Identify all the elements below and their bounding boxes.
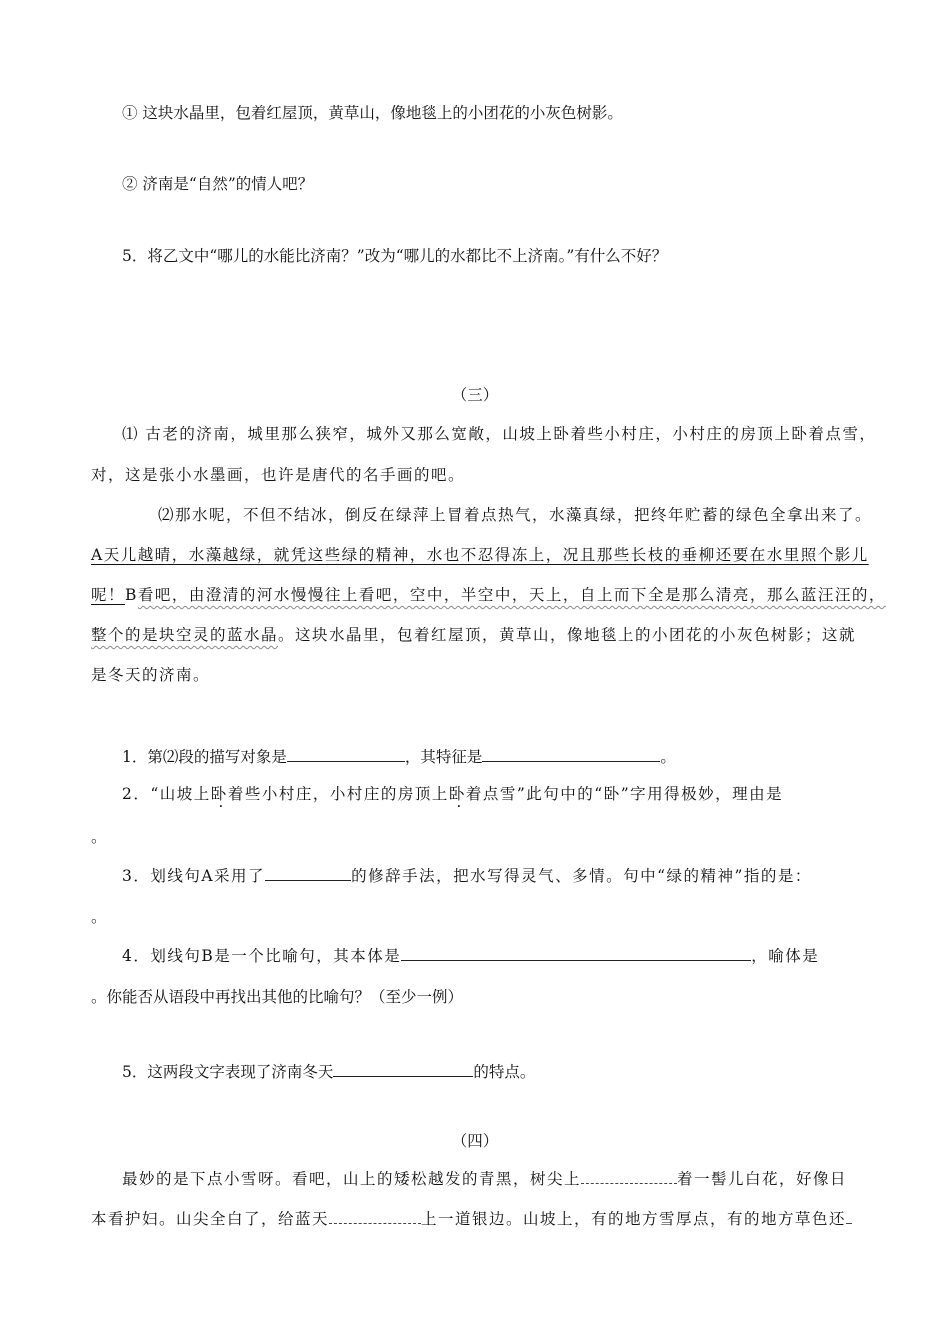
q5-text-a: 5．这两段文字表现了济南冬天 bbox=[122, 1063, 334, 1081]
sec3-p2-line4 bbox=[91, 624, 856, 646]
wavy-sentence-b-end: 整个的是块空灵的蓝水晶 bbox=[91, 626, 279, 644]
sec4-line2-a: 本看护妇。山尖全白了，给蓝天 bbox=[91, 1210, 330, 1228]
q1-answer-blank-2[interactable] bbox=[482, 745, 660, 762]
q3-end-mark: 。 bbox=[91, 908, 107, 926]
q1-text-a: 1．第⑵段的描写对象是 bbox=[122, 748, 287, 766]
sec3-question-4 bbox=[122, 944, 819, 967]
sec3-p2-line1: ⑵那水呢，不但不结冰，倒反在绿萍上冒着点热气，水藻真绿，把终年贮蓄的绿色全拿出来了。 bbox=[158, 506, 873, 524]
sec3-question-2 bbox=[122, 783, 783, 805]
q4-text-a: 4．划线句B是一个比喻句，其本体是 bbox=[122, 947, 402, 965]
sec3-question-4-line2: 。你能否从语段中再找出其他的比喻句？（至少一例） bbox=[91, 988, 464, 1006]
sec4-line2-b: 上一道银边。山坡上，有的地方雪厚点，有的地方草色还 bbox=[421, 1210, 847, 1228]
sec3-p2-line5: 是冬天的济南。 bbox=[91, 666, 211, 684]
section-4-title: （四） bbox=[451, 1132, 499, 1150]
wavy-sentence-b: 看吧，由澄清的河水慢慢往上看吧，空中，半空中，天上，自上而下全是那么清亮，那么蓝汪汪的， bbox=[137, 586, 886, 604]
q2-text-a: 2．“山坡上 bbox=[122, 785, 211, 803]
q2-text-c: 着点雪”此句中的“卧”字用得极妙，理由是 bbox=[465, 785, 784, 803]
sec4-blank-1[interactable] bbox=[581, 1167, 677, 1184]
q3-text-a: 3．划线句A采用了 bbox=[122, 867, 266, 885]
q3-answer-blank[interactable] bbox=[265, 864, 351, 881]
q2-text-b: 着些小村庄，小村庄的房顶上 bbox=[227, 785, 449, 803]
q2-end-mark: 。 bbox=[91, 828, 107, 846]
prev-question-5: 5．将乙文中“哪儿的水能比济南？”改为“哪儿的水都比不上济南。”有什么不好？ bbox=[122, 247, 668, 265]
sentence-b-label: B bbox=[125, 586, 138, 604]
sec3-p1-line2: 对，这是张小水墨画，也许是唐代的名手画的吧。 bbox=[91, 466, 466, 484]
q5-answer-blank[interactable] bbox=[333, 1060, 473, 1077]
sec3-question-3 bbox=[122, 864, 812, 887]
sec3-p2-line3 bbox=[91, 584, 886, 606]
sec4-line1-b: 着一髻儿白花，好像日 bbox=[677, 1170, 848, 1188]
prev-item-1: ① 这块水晶里，包着红屋顶，黄草山，像地毯上的小团花的小灰色树影。 bbox=[122, 104, 623, 122]
sec4-line2 bbox=[91, 1207, 852, 1230]
q4-answer-blank[interactable] bbox=[401, 944, 751, 961]
sec4-line1-a: 最妙的是下点小雪呀。看吧，山上的矮松越发的青黑，树尖上 bbox=[122, 1170, 582, 1188]
q1-text-b: ，其特征是 bbox=[404, 748, 483, 766]
sec3-question-1 bbox=[122, 745, 676, 768]
q1-answer-blank-1[interactable] bbox=[287, 745, 405, 762]
sec4-line1 bbox=[122, 1167, 847, 1190]
sec4-blank-2[interactable] bbox=[329, 1207, 421, 1224]
sec3-question-5 bbox=[122, 1060, 535, 1083]
sec4-blank-3[interactable] bbox=[846, 1207, 852, 1224]
prev-item-2: ② 济南是“自然”的情人吧？ bbox=[122, 175, 314, 193]
underlined-sentence-a: A天儿越晴，水藻越绿，就凭这些绿的精神，水也不忍得冻上，况且那些长枝的垂柳还要在水里照个影儿 bbox=[91, 546, 869, 564]
q4-text-b: ，喻体是 bbox=[751, 947, 820, 965]
q3-text-b: 的修辞手法，把水写得灵气、多情。句中“绿的精神”指的是： bbox=[351, 867, 812, 885]
q1-text-c: 。 bbox=[660, 748, 676, 766]
section-3-title: （三） bbox=[451, 386, 499, 404]
underlined-sentence-a-end: 呢！ bbox=[91, 586, 126, 604]
sec3-p2-line4-rest: 。这块水晶里，包着红屋顶，黄草山，像地毯上的小团花的小灰色树影；这就 bbox=[278, 626, 857, 644]
sec3-p1-line1: ⑴ 古老的济南，城里那么狭窄，城外又那么宽敞，山坡上卧着些小村庄，小村庄的房顶上卧着点雪， bbox=[122, 425, 877, 443]
q2-dotted-word-1: 卧 bbox=[210, 785, 228, 803]
q5-text-b: 的特点。 bbox=[473, 1063, 536, 1081]
q2-dotted-word-2: 卧 bbox=[448, 785, 466, 803]
